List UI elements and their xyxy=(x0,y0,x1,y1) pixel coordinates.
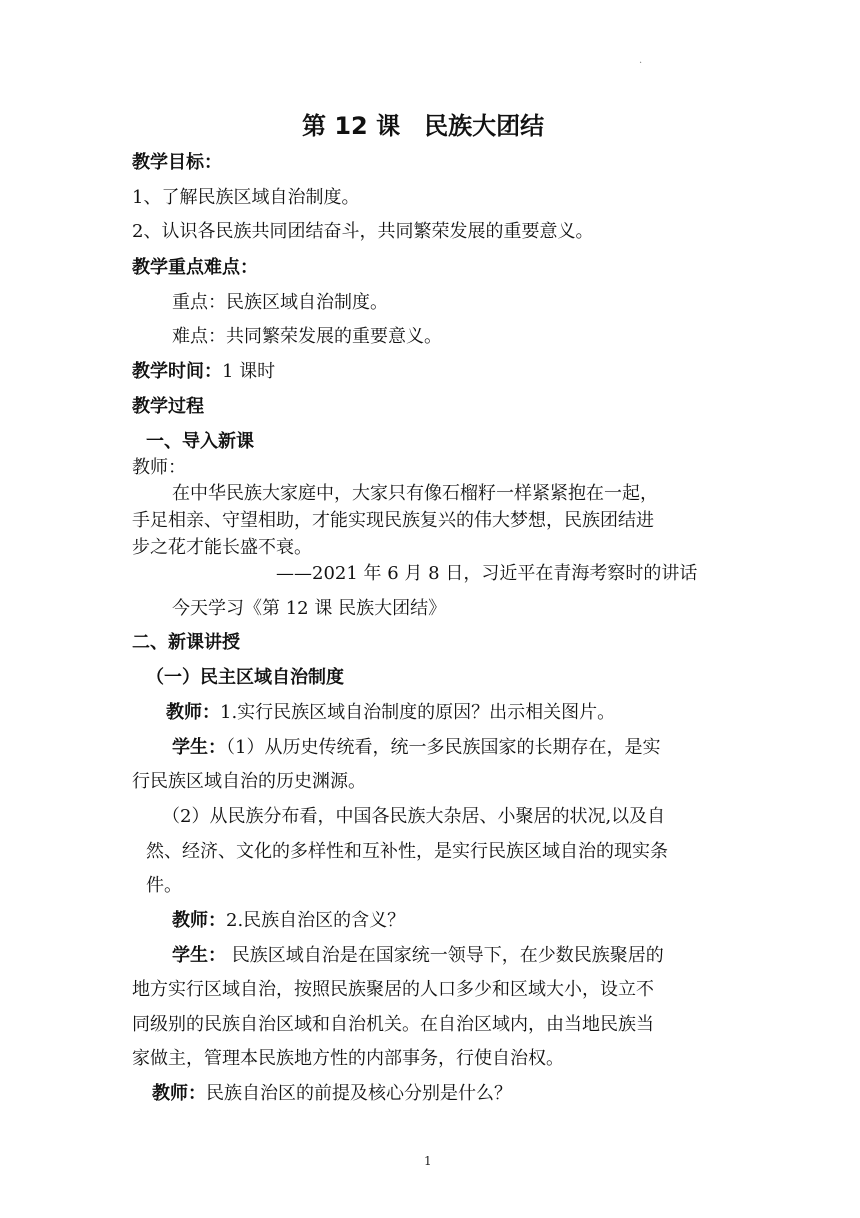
teacher-label: 教师： xyxy=(152,1083,206,1104)
student-label: 学生： xyxy=(172,737,226,758)
process-heading: 教学过程 xyxy=(132,396,204,417)
subsection-1-heading: （一）民主区域自治制度 xyxy=(146,667,344,688)
student-answer-2-line-3: 件。 xyxy=(146,875,182,896)
student-answer-3-line-2: 地方实行区域自治，按照民族聚居的人口多少和区域大小，设立不 xyxy=(132,979,654,1000)
student-text: 民族区域自治是在国家统一领导下，在少数民族聚居的 xyxy=(226,945,664,966)
quote-line-1: 在中华民族大家庭中，大家只有像石榴籽一样紧紧抱在一起， xyxy=(172,483,658,504)
quote-line-3: 步之花才能长盛不衰。 xyxy=(132,537,312,558)
student-answer-2-line-2: 然、经济、文化的多样性和互补性，是实行民族区域自治的现实条 xyxy=(146,841,668,862)
objective-item-2: 2、认识各民族共同团结奋斗，共同繁荣发展的重要意义。 xyxy=(132,221,594,242)
student-answer-1-line-2: 行民族区域自治的历史渊源。 xyxy=(132,771,366,792)
teacher-label: 教师： xyxy=(166,702,220,723)
student-label: 学生： xyxy=(172,945,226,966)
keypoints-heading: 教学重点难点： xyxy=(132,257,258,278)
key-point: 重点：民族区域自治制度。 xyxy=(172,292,388,313)
section-2-heading: 二、新课讲授 xyxy=(132,632,240,653)
lesson-title: 第 12 课 民族大团结 xyxy=(302,112,545,140)
teaching-time-value: 1 课时 xyxy=(222,361,276,382)
header-dot: · xyxy=(639,58,643,69)
teacher-text: 2.民族自治区的含义？ xyxy=(226,910,406,931)
difficult-point: 难点：共同繁荣发展的重要意义。 xyxy=(172,326,442,347)
teacher-question-1 xyxy=(166,701,615,725)
quote-source: ——2021 年 6 月 8 日，习近平在青海考察时的讲话 xyxy=(276,563,698,584)
objective-item-1: 1、了解民族区域自治制度。 xyxy=(132,187,360,208)
teacher-text: 民族自治区的前提及核心分别是什么？ xyxy=(206,1083,512,1104)
student-answer-2-line-1: （2）从民族分布看，中国各民族大杂居、小聚居的状况,以及自 xyxy=(162,806,666,827)
student-text: （1）从历史传统看，统一多民族国家的长期存在，是实 xyxy=(226,737,661,758)
student-answer-1-line-1 xyxy=(172,736,660,760)
teacher-question-2 xyxy=(172,909,405,933)
section-1-heading: 一、导入新课 xyxy=(146,431,254,452)
teaching-time-label: 教学时间： xyxy=(132,361,222,382)
objectives-heading: 教学目标： xyxy=(132,152,222,173)
teacher-label: 教师： xyxy=(172,910,226,931)
student-answer-3-line-4: 家做主，管理本民族地方性的内部事务，行使自治权。 xyxy=(132,1048,564,1069)
student-answer-3-line-3: 同级别的民族自治区域和自治机关。在自治区域内，由当地民族当 xyxy=(132,1014,654,1035)
page-number: 1 xyxy=(424,1154,432,1168)
teacher-text: 1.实行民族区域自治制度的原因？出示相关图片。 xyxy=(220,702,616,723)
student-answer-3-line-1 xyxy=(172,944,664,968)
teacher-question-3 xyxy=(152,1082,512,1106)
teaching-time xyxy=(132,360,275,384)
quote-line-2: 手足相亲、守望相助，才能实现民族复兴的伟大梦想，民族团结进 xyxy=(132,510,654,531)
today-lesson: 今天学习《第 12 课 民族大团结》 xyxy=(172,598,447,619)
section-1-speaker: 教师： xyxy=(132,457,186,478)
